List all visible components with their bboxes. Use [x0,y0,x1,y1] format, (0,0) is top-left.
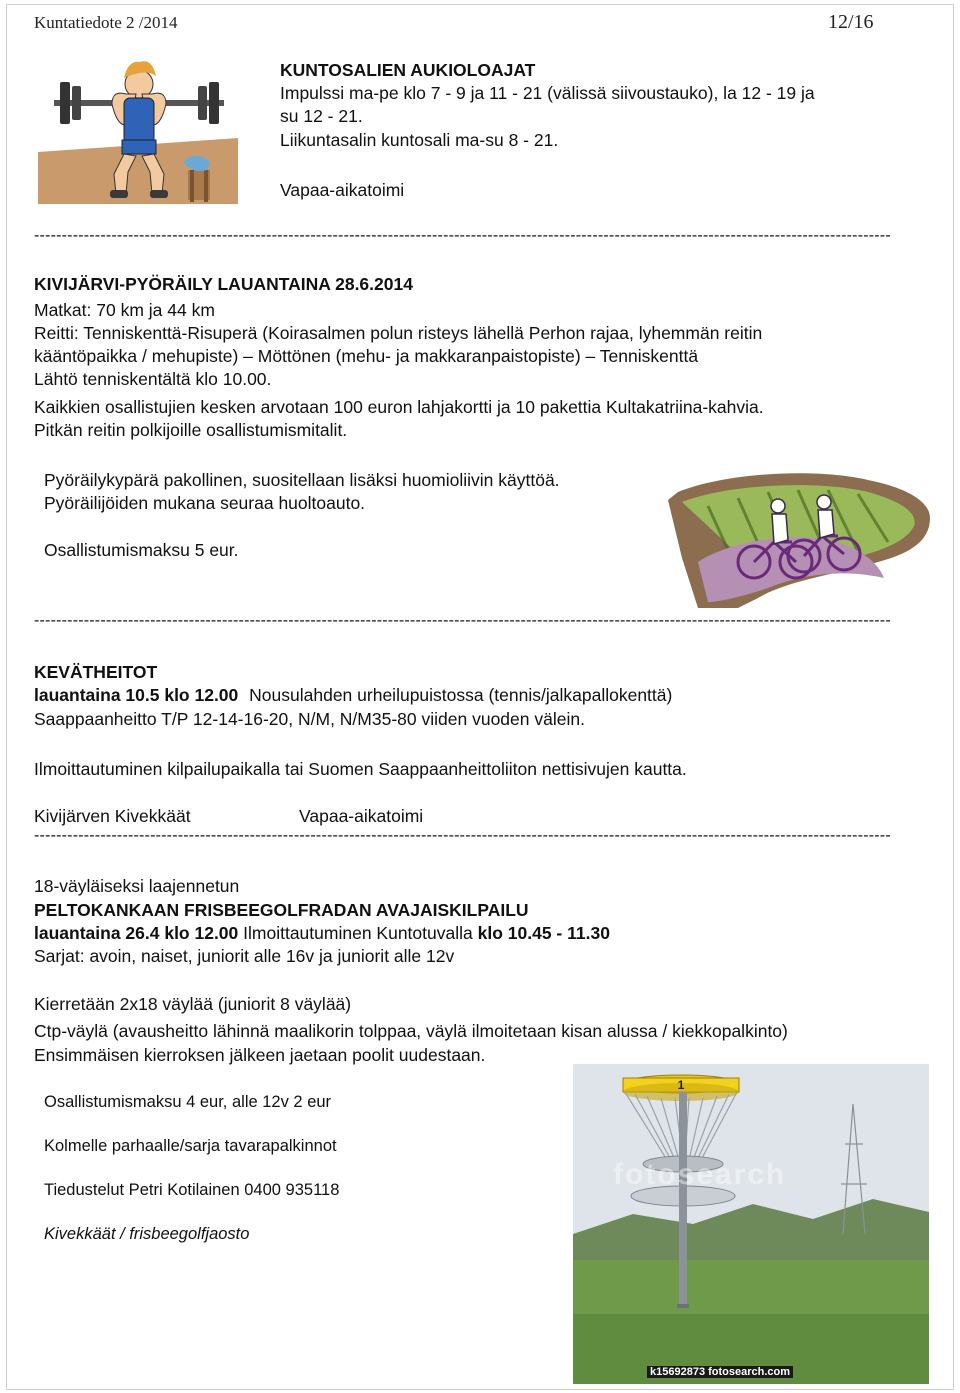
cycling-route: Reitti: Tenniskenttä-Risuperä (Koirasalmen polun risteys lähellä Perhon rajaa, lyhemmän reitin [34,323,763,343]
gym-hours-line: Impulssi ma-pe klo 7 - 9 ja 11 - 21 (välissä siivoustauko), la 12 - 19 ja [280,83,815,103]
discgolf-basket-photo [573,1064,929,1384]
basket-photo-image [573,1064,929,1384]
discgolf-title: PELTOKANKAAN FRISBEEGOLFRADAN AVAJAISKILPAILU [34,900,529,920]
boot-throw-classes: Saappaanheitto T/P 12-14-16-20, N/M, N/M35-80 viiden vuoden välein. [34,709,585,729]
discgolf-contact: Tiedustelut Petri Kotilainen 0400 935118 [44,1181,340,1199]
gym-hours-line: su 12 - 21. [280,106,363,126]
discgolf-organizer: Kivekkäät / frisbeegolfjaosto [44,1225,250,1243]
cycling-distances: Matkat: 70 km ja 44 km [34,300,215,320]
discgolf-ctp: Ctp-väylä (avausheitto lähinnä maalikorin tolppaa, väylä ilmoitetaan kisan alussa / kiekkopalkinto) [34,1021,788,1041]
gym-hours-line: Liikuntasalin kuntosali ma-su 8 - 21. [280,130,559,150]
weightlifter-illustration [38,52,238,204]
basket-number: 1 [677,1078,685,1092]
discgolf-series: Sarjat: avoin, naiset, juniorit alle 16v ja juniorit alle 12v [34,946,455,966]
cyclists-illustration [668,462,936,608]
discgolf-rounds: Kierretään 2x18 väylää (juniorit 8 väylää) [34,994,352,1014]
gym-hours-title: KUNTOSALIEN AUKIOLOAJAT [280,60,536,80]
photo-watermark: fotosearch [613,1158,787,1191]
newsletter-name: Kuntatiedote 2 /2014 [34,13,178,32]
section-separator: ----------------------------------------------------------------------------------------------------------------------------------------------------------- [34,827,891,844]
photo-caption: k15692873 fotosearch.com [647,1366,793,1378]
discgolf-pools: Ensimmäisen kierroksen jälkeen jaetaan poolit uudestaan. [34,1045,486,1065]
discgolf-registration: Ilmoittautuminen Kuntotuvalla [243,923,473,943]
boot-throw-date: lauantaina 10.5 klo 12.00 [34,685,239,705]
cycling-route: kääntöpaikka / mehupiste) – Möttönen (mehu- ja makkaranpaistopiste) – Tenniskenttä [34,346,699,366]
cycling-start: Lähtö tenniskentältä klo 10.00. [34,369,272,389]
boot-throw-title: KEVÄTHEITOT [34,662,158,682]
discgolf-fee: Osallistumismaksu 4 eur, alle 12v 2 eur [44,1093,332,1111]
discgolf-prizes: Kolmelle parhaalle/sarja tavarapalkinnot [44,1137,337,1155]
boot-throw-when-where [34,683,672,707]
boot-throw-organizer: Vapaa-aikatoimi [299,806,424,826]
boot-throw-registration: Ilmoittautuminen kilpailupaikalla tai Suomen Saappaanheittoliiton nettisivujen kautta. [34,759,687,779]
cycling-helmet-note: Pyöräilykypärä pakollinen, suositellaan lisäksi huomioliivin käyttöä. [44,470,560,490]
gym-organizer: Vapaa-aikatoimi [280,180,405,200]
cycling-fee: Osallistumismaksu 5 eur. [44,540,239,560]
discgolf-date: lauantaina 26.4 klo 12.00 [34,923,239,943]
cycling-raffle: Kaikkien osallistujien kesken arvotaan 100 euron lahjakortti ja 10 pakettia Kultakatriina-kahvia. [34,397,764,417]
cycling-service-note: Pyöräilijöiden mukana seuraa huoltoauto. [44,493,366,513]
cycling-medals: Pitkän reitin polkijoille osallistumismitalit. [34,420,348,440]
boot-throw-organizer: Kivijärven Kivekkäät [34,806,191,826]
boot-throw-place: Nousulahden urheilupuistossa (tennis/jalkapallokenttä) [249,685,673,705]
discgolf-date-line [34,921,610,945]
section-separator: ----------------------------------------------------------------------------------------------------------------------------------------------------------- [34,227,891,244]
page-number: 12/16 [828,11,874,33]
cycling-title: KIVIJÄRVI-PYÖRÄILY LAUANTAINA 28.6.2014 [34,274,413,294]
discgolf-intro: 18-väyläiseksi laajennetun [34,876,240,896]
section-separator: ----------------------------------------------------------------------------------------------------------------------------------------------------------- [34,612,891,629]
discgolf-registration-time: klo 10.45 - 11.30 [477,923,610,943]
